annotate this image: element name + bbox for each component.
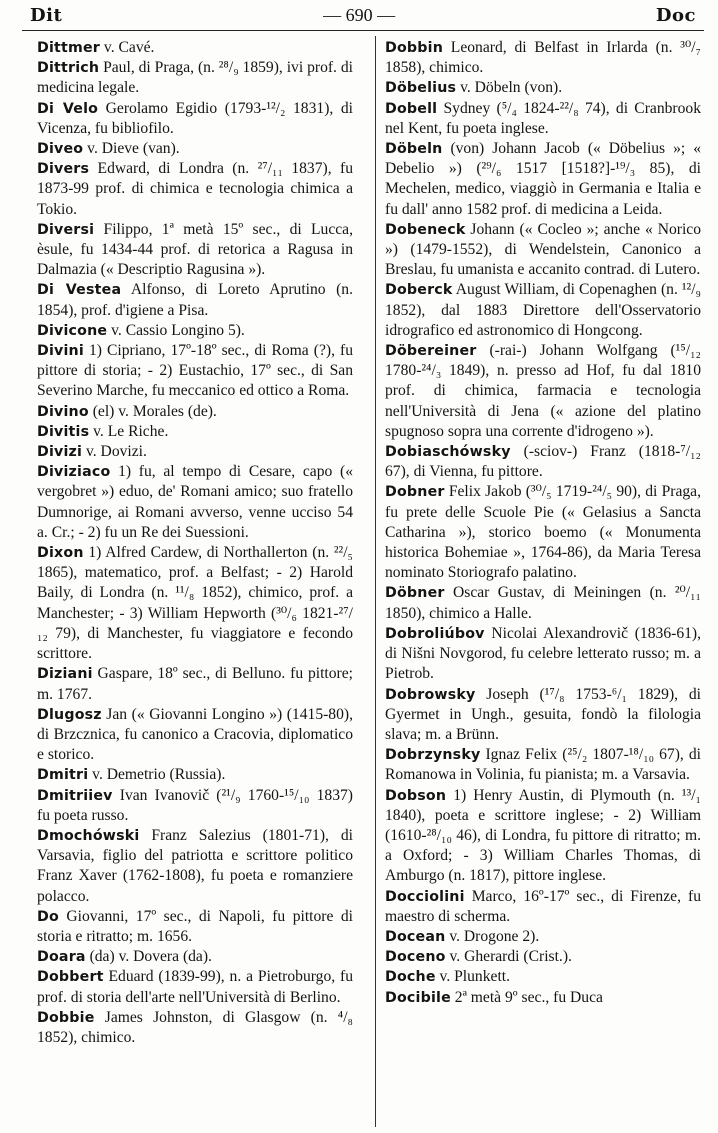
entry-text: 1) fu, al tempo di Cesare, capo (« vergobret ») eduo, de' Romani amico; suo fratello Dumnorige, ai Romani avverso, venne ucciso 54 a. Cr.; - 2) fu un Re dei Suessioni. — [37, 463, 353, 541]
entry-headword: Docean — [385, 928, 446, 945]
entry-headword: Döbeln — [385, 141, 443, 158]
entry-headword: Döbereiner — [385, 343, 477, 360]
dictionary-entry — [37, 442, 353, 462]
entry-headword: Di Vestea — [37, 282, 122, 299]
entry-headword: Diviziaco — [37, 464, 111, 481]
entry-headword: Dobbert — [37, 969, 104, 986]
entry-text: Ivan Ivanovič (²¹/₉ 1760-¹⁵/₁₀ 1837) fu poeta russo. — [37, 786, 353, 824]
dictionary-entry — [385, 947, 701, 967]
entry-headword: Dlugosz — [37, 706, 102, 723]
entry-text: Johann (« Cocleo »; anche « Norico ») (1479-1552), di Wendelstein, Canonico a Breslau, fu umanista e accanito contrad. di Lutero. — [385, 220, 701, 279]
entry-text: v. Dovizi. — [82, 443, 147, 461]
entry-text: Franz Salezius (1801-71), di Varsavia, figlio del patriotta e scrittore politico Franz Xaver (1762-1808), fu poeta e romanziere polacco. — [37, 826, 353, 905]
entry-headword: Dmitriiev — [37, 787, 113, 804]
dictionary-entry — [385, 99, 701, 139]
entry-headword: Dittrich — [37, 60, 100, 77]
entry-text: Ignaz Felix (²⁵/₂ 1807-¹⁸/₁₀ 67), di Romanowa in Volinia, fu pianista; m. a Varsavia. — [385, 746, 701, 784]
entry-text: v. Cassio Longino 5). — [107, 321, 245, 339]
dictionary-entry — [37, 99, 353, 139]
entry-text: v. Gherardi (Crist.). — [445, 948, 572, 966]
entry-text: August William, di Copenaghen (n. ¹²/₉ 1852), dal 1883 Direttore dell'Osservatorio idrografico ed astronomico di Hongcong. — [385, 281, 701, 339]
entry-text: Eduard (1839-99), n. a Pietroburgo, fu prof. di storia dell'arte nell'Università di Berlino. — [37, 968, 353, 1006]
entry-headword: Doceno — [385, 949, 446, 966]
entry-headword: Dobson — [385, 787, 447, 804]
entry-headword: Divini — [37, 343, 84, 360]
entry-headword: Divino — [37, 403, 89, 420]
entry-text: v. Demetrio (Russia). — [88, 766, 226, 784]
page-number: — 690 — — [323, 4, 396, 25]
entry-text: Giovanni, 17º sec., di Napoli, fu pittore di storia e ritratto; m. 1656. — [37, 907, 353, 945]
running-header — [30, 2, 696, 28]
entry-text: Alfonso, di Loreto Aprutino (n. 1854), prof. d'igiene a Pisa. — [37, 281, 353, 319]
entry-text: 1) Henry Austin, di Plymouth (n. ¹³/₁ 1840), poeta e scrittore inglese; - 2) William (1610-²⁸/₁₀ 46), di Londra, fu pittore di ritratto; m. a Oxford; - 3) William Charles Thomas, di Amburgo (n. 1817), pittore inglese. — [385, 786, 701, 885]
entry-text: (von) Johann Jacob (« Döbelius »; « Debelio ») (²⁹/₆ 1517 [1518?]-¹⁹/₃ 85), di Mechelen, medico, viaggiò in Germania e Italia e fu dall' anno 1582 prof. di medicina a Leida. — [385, 140, 701, 218]
dictionary-entry — [37, 139, 353, 159]
dictionary-entry — [385, 624, 701, 685]
entry-text: 1) Cipriano, 17º-18º sec., di Roma (?), fu pittore di storia; - 2) Eustachio, 17º sec., di San Severino Marche, fu meccanico ed ottico a Roma. — [37, 342, 353, 400]
dictionary-entry — [37, 159, 353, 220]
entry-text: Sydney (⁵/₄ 1824-²²/₈ 74), di Cranbrook nel Kent, fu poeta inglese. — [385, 99, 701, 137]
dictionary-entry — [385, 967, 701, 987]
entry-headword: Divitis — [37, 423, 90, 440]
entry-text: (da) v. Dovera (da). — [85, 948, 212, 966]
entry-headword: Dittmer — [37, 40, 101, 56]
entry-text: Oscar Gustav, di Meiningen (n. ²⁰/₁₁ 1850), chimico a Halle. — [385, 584, 701, 622]
dictionary-entry — [37, 341, 353, 402]
entry-text: Gerolamo Egidio (1793-¹²/₂ 1831), di Vicenza, fu bibliofilo. — [37, 99, 353, 137]
entry-text: v. Drogone 2). — [445, 927, 540, 945]
dictionary-entry — [37, 402, 353, 422]
entry-text: Nicolai Alexandrovič (1836-61), di Nišni Novgorod, fu celebre letterato russo; m. a Pietrob. — [385, 624, 701, 683]
dictionary-entry — [37, 38, 353, 58]
entry-headword: Döbelius — [385, 80, 457, 97]
entry-headword: Dobroliúbov — [385, 625, 485, 642]
entry-headword: Dobiaschówsky — [385, 444, 511, 461]
dictionary-entry — [37, 765, 353, 785]
entry-text: v. Döbeln (von). — [456, 79, 563, 97]
dictionary-entry — [385, 887, 701, 927]
right-column — [385, 38, 701, 1008]
entry-text: v. Le Riche. — [89, 422, 169, 440]
entry-text: Edward, di Londra (n. ²⁷/₁₁ 1837), fu 1873-99 prof. di chimica e tecnologia chimica a Tokio. — [37, 160, 353, 218]
entry-headword: Dobell — [385, 100, 438, 117]
entry-headword: Dobrowsky — [385, 686, 476, 703]
dictionary-entry — [37, 967, 353, 1007]
entry-headword: Divizi — [37, 444, 83, 461]
entry-text: Paul, di Praga, (n. ²⁸/₉ 1859), ivi prof. di medicina legale. — [37, 59, 353, 97]
entry-headword: Dobner — [385, 484, 445, 501]
entry-headword: Do — [37, 908, 59, 925]
entry-text: (-sciov-) Franz (1818-⁷/₁₂ 67), di Vienna, fu pittore. — [385, 443, 701, 481]
dictionary-entry — [37, 220, 353, 281]
entry-headword: Doche — [385, 969, 436, 986]
entry-text: James Johnston, di Glasgow (n. ⁴/₈ 1852), chimico. — [37, 1008, 353, 1046]
entry-headword: Doberck — [385, 282, 453, 299]
dictionary-entry — [385, 482, 701, 583]
dictionary-entry — [385, 78, 701, 98]
entry-headword: Dobrzynsky — [385, 747, 481, 764]
entry-text: v. Plunkett. — [435, 968, 511, 986]
dictionary-entry — [385, 442, 701, 482]
entry-headword: Doara — [37, 949, 86, 966]
entry-headword: Diveo — [37, 141, 84, 158]
dictionary-entry — [37, 664, 353, 704]
entry-headword: Diversi — [37, 221, 95, 238]
dictionary-entry — [385, 685, 701, 746]
dictionary-entry — [37, 786, 353, 826]
dictionary-entry — [37, 280, 353, 320]
dictionary-entry — [37, 1008, 353, 1048]
entry-headword: Dobbin — [385, 40, 443, 56]
header-rule — [22, 30, 704, 31]
entry-text: v. Cavé. — [100, 39, 155, 56]
entry-text: Gaspare, 18º sec., di Belluno. fu pittore; m. 1767. — [37, 665, 353, 703]
dictionary-entry — [385, 988, 701, 1008]
dictionary-entry — [385, 927, 701, 947]
entry-text: (el) v. Morales (de). — [88, 402, 217, 420]
dictionary-entry — [385, 220, 701, 281]
entry-text: Joseph (¹⁷/₈ 1753-⁶/₁ 1829), di Gyermet in Ungh., gesuita, fondò la filologia slava; m. a Brünn. — [385, 685, 701, 743]
dictionary-entry — [385, 341, 701, 442]
dictionary-entry — [37, 462, 353, 543]
entry-headword: Docciolini — [385, 888, 465, 905]
dictionary-entry — [37, 947, 353, 967]
entry-text: (-rai-) Johann Wolfgang (¹⁵/₁₂ 1780-²⁴/₃ 1849), n. presso ad Hof, fu dal 1810 prof. di chimica, farmacia e tecnologia nell'Università di Jena (« azione del platino spugnoso sopra una corrente d'idrogeno »). — [385, 342, 701, 440]
dictionary-entry — [37, 705, 353, 766]
dictionary-entry — [37, 422, 353, 442]
entry-text: v. Dieve (van). — [83, 140, 180, 158]
entry-headword: Docibile — [385, 989, 451, 1006]
column-divider — [375, 36, 376, 1127]
entry-headword: Divers — [37, 161, 90, 178]
dictionary-entry — [385, 139, 701, 220]
entry-headword: Divicone — [37, 322, 108, 339]
entry-headword: Di Velo — [37, 100, 99, 117]
dictionary-entry — [37, 826, 353, 907]
dictionary-entry — [385, 583, 701, 623]
entry-headword: Diziani — [37, 666, 93, 683]
entry-text: Jan (« Giovanni Longino ») (1415-80), di Brzcznica, fu canonico a Cracovia, diplomatico e storico. — [37, 705, 353, 764]
entry-text: 1) Alfred Cardew, di Northallerton (n. ²²/₅ 1865), matematico, prof. a Belfast; - 2) Harold Baily, di Londra (n. ¹¹/₈ 1852), chimico, prof. a Manchester; - 3) William Hepworth (³⁰/₆ 1821-²⁷/₁₂ 79), di Manchester, fu viaggiatore e fecondo scrittore. — [37, 544, 353, 663]
left-column — [37, 38, 353, 1048]
entry-headword: Dmochówski — [37, 827, 140, 844]
dictionary-entry — [385, 786, 701, 887]
entry-headword: Dixon — [37, 545, 84, 562]
entry-text: 2ª metà 9º sec., fu Duca — [450, 988, 603, 1006]
entry-headword: Dobeneck — [385, 221, 466, 238]
dictionary-entry — [385, 280, 701, 341]
entry-headword: Dobbie — [37, 1009, 95, 1026]
header-left-guide-word: Dit — [30, 4, 63, 26]
dictionary-entry — [37, 58, 353, 98]
entry-headword: Dmitri — [37, 767, 89, 784]
dictionary-entry — [37, 907, 353, 947]
dictionary-entry — [37, 321, 353, 341]
entry-headword: Döbner — [385, 585, 445, 602]
dictionary-entry — [385, 38, 701, 78]
entry-text: Felix Jakob (³⁰/₅ 1719-²⁴/₅ 90), di Praga, fu prete delle Scuole Pie (« Gelasius a Sancta Catharina »), storico boemo (« Monumenta historica Bohemiae », 1764-86), da Maria Teresa nominato Storiografo palatino. — [385, 483, 701, 582]
entry-text: Filippo, 1ª metà 15º sec., di Lucca, èsule, fu 1434-44 prof. di retorica a Ragusa in Dalmazia (« Descriptio Ragusina »). — [37, 220, 353, 279]
entry-text: Marco, 16º-17º sec., di Firenze, fu maestro di scherma. — [385, 887, 701, 925]
entry-text: Leonard, di Belfast in Irlarda (n. ³⁰/₇ 1858), chimico. — [385, 39, 701, 77]
dictionary-entry — [37, 543, 353, 664]
header-right-guide-word: Doc — [655, 4, 696, 26]
dictionary-entry — [385, 745, 701, 785]
